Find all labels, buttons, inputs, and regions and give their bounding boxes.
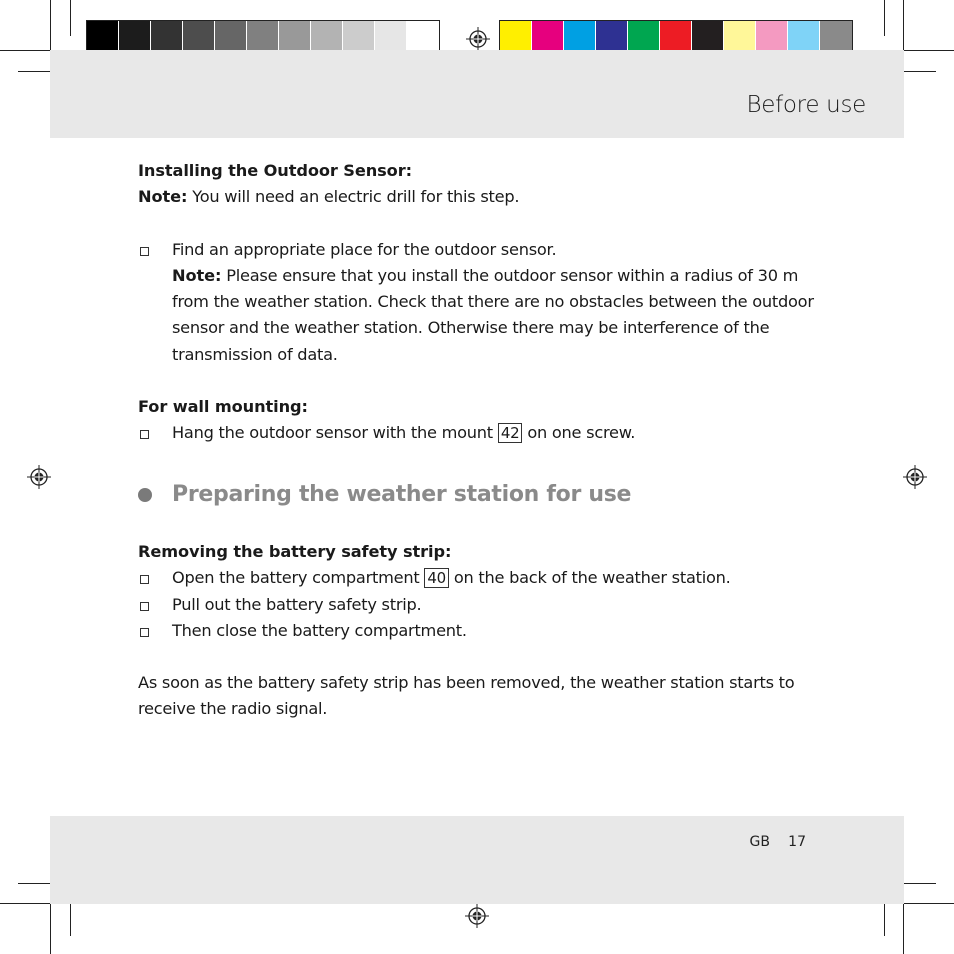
crop-mark (0, 903, 50, 904)
page-number: 17 (788, 834, 806, 850)
crop-mark (900, 71, 936, 72)
step-text-part: Hang the outdoor sensor with the mount (172, 423, 493, 443)
removing-heading: Removing the battery safety strip: (138, 541, 452, 561)
section-title: Preparing the weather station for use (172, 481, 632, 507)
section-heading (138, 481, 828, 509)
crop-mark (50, 904, 51, 954)
checkbox-bullet-icon (140, 602, 149, 611)
wall-mounting-heading: For wall mounting: (138, 397, 308, 417)
step-text-part: on the back of the weather station. (453, 568, 731, 588)
step-text: Then close the battery compartment. (172, 620, 467, 640)
crop-mark (903, 904, 904, 954)
checkbox-bullet-icon (140, 430, 149, 439)
part-reference-number: 42 (498, 423, 523, 443)
list-item (138, 565, 828, 591)
crop-mark (70, 900, 71, 936)
checkbox-bullet-icon (140, 247, 149, 256)
note-paragraph (138, 184, 828, 210)
note-text: You will need an electric drill for this step. (192, 187, 520, 207)
crop-mark (50, 0, 51, 50)
registration-mark-icon (465, 904, 489, 928)
list-item (138, 237, 828, 368)
step-text: Pull out the battery safety strip. (172, 594, 422, 614)
registration-mark-icon (903, 465, 927, 489)
installing-heading: Installing the Outdoor Sensor: (138, 161, 412, 180)
checkbox-bullet-icon (140, 575, 149, 584)
step-text: Find an appropriate place for the outdoor sensor. (172, 239, 557, 259)
footer-band (50, 816, 904, 904)
note-label: Note: (138, 187, 188, 207)
registration-mark-icon (27, 465, 51, 489)
closing-paragraph: As soon as the battery safety strip has been removed, the weather station starts to receive the radio signal. (138, 673, 795, 719)
list-item (138, 592, 828, 618)
crop-mark (884, 900, 885, 936)
crop-mark (903, 0, 904, 50)
list-item (138, 618, 828, 644)
crop-mark (904, 50, 954, 51)
crop-mark (904, 903, 954, 904)
step-text (172, 420, 828, 446)
crop-mark (884, 0, 885, 36)
main-content (138, 158, 828, 723)
language-code: GB (749, 834, 770, 850)
note-paragraph (172, 263, 828, 368)
registration-mark-icon (466, 27, 490, 51)
crop-mark (900, 883, 936, 884)
page-title: Before use (746, 92, 866, 118)
note-text: Please ensure that you install the outdoor sensor within a radius of 30 m from the weather station. Check that there are no obstacles between the outdoor sensor and the weather station. Otherwise there may be interference of the transmission of data. (172, 265, 814, 364)
crop-mark (70, 0, 71, 36)
list-item (138, 420, 828, 446)
step-text-part: on one screw. (527, 423, 636, 443)
section-bullet-icon (138, 488, 152, 502)
crop-mark (0, 50, 50, 51)
part-reference-number: 40 (424, 568, 449, 588)
checkbox-bullet-icon (140, 628, 149, 637)
crop-mark (18, 883, 52, 884)
step-text (172, 565, 828, 591)
note-label: Note: (172, 265, 222, 285)
crop-mark (18, 71, 52, 72)
step-text-part: Open the battery compartment (172, 568, 420, 588)
